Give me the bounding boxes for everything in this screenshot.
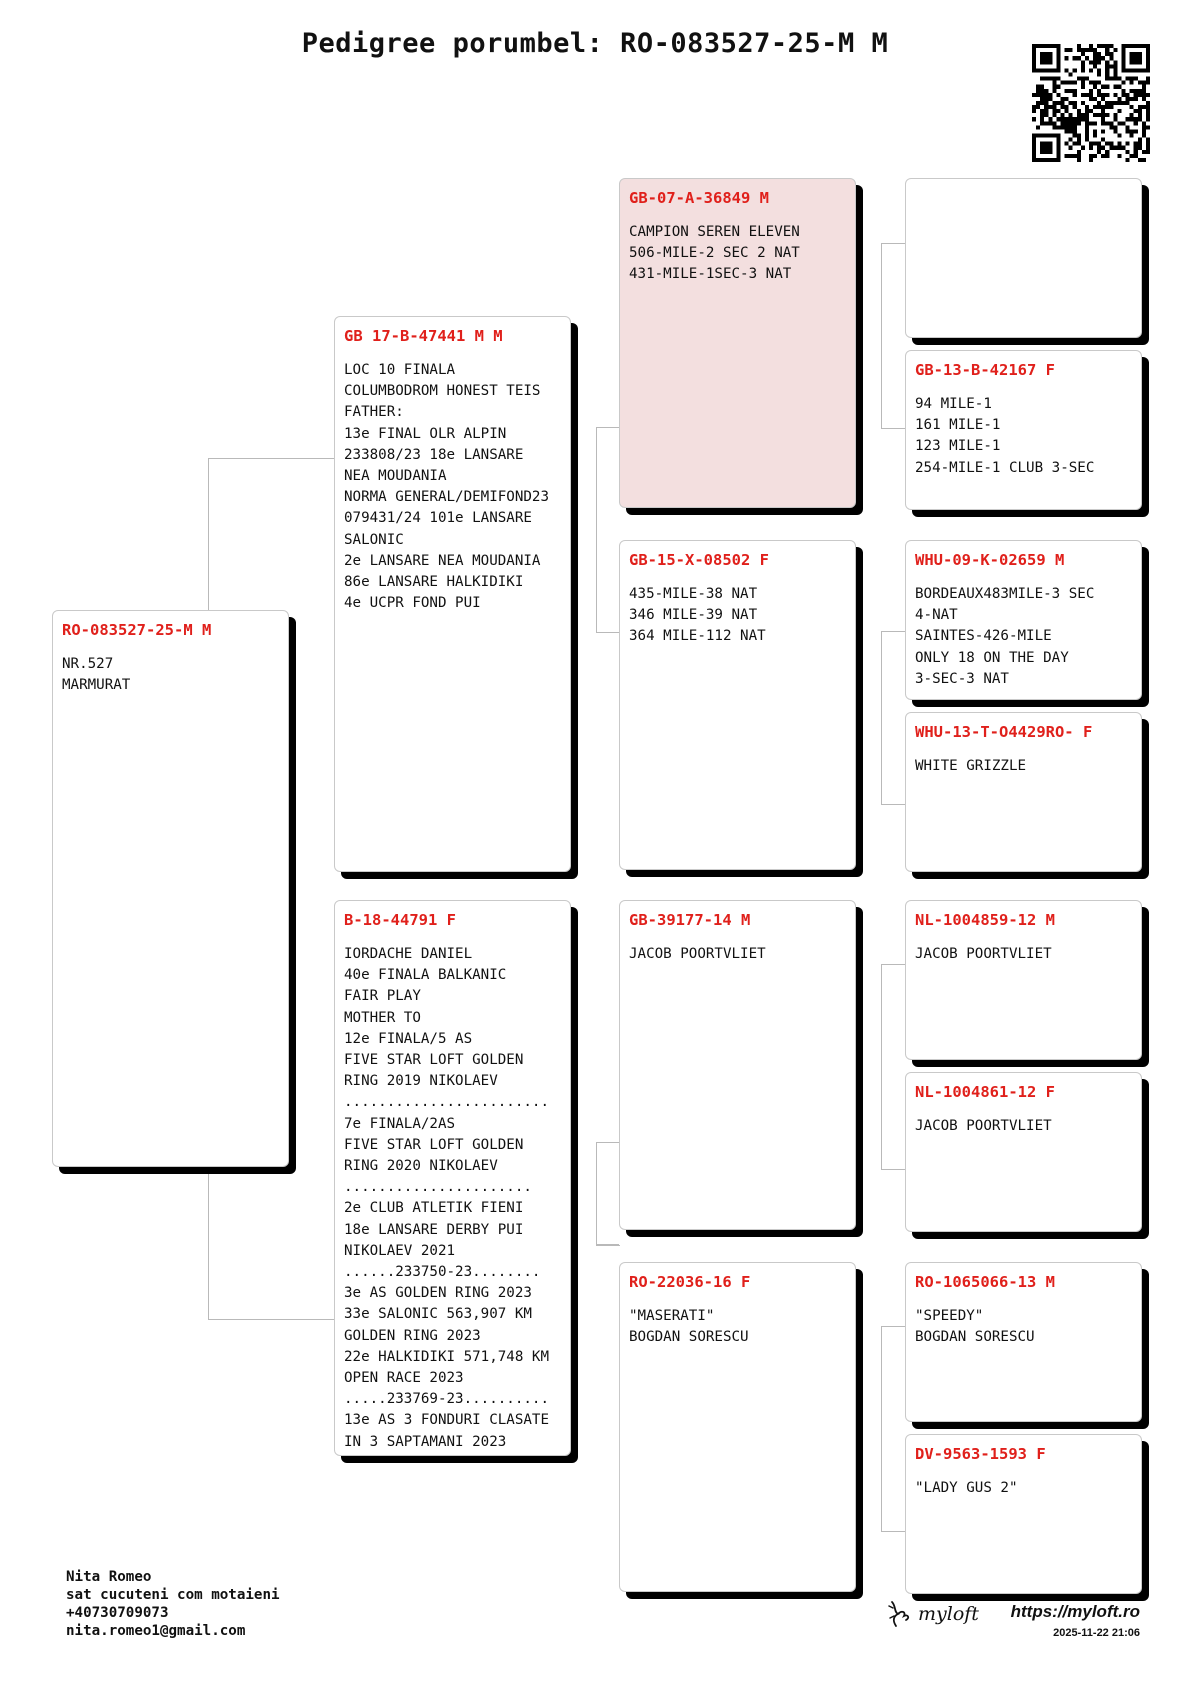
connector-sire: [596, 427, 620, 633]
note-line: 40e FINALA BALKANIC: [344, 967, 507, 984]
grandparent-card-1[interactable]: [619, 178, 856, 508]
great-grandparent-card-4[interactable]: [905, 712, 1142, 872]
note-line: OPEN RACE 2023: [344, 1370, 464, 1387]
card-notes: [915, 1116, 1132, 1137]
note-line: "SPEEDY": [915, 1308, 984, 1324]
great-grandparent-card-2[interactable]: [905, 350, 1142, 510]
note-line: CAMPION SEREN ELEVEN: [629, 224, 800, 240]
note-line: 3-SEC-3 NAT: [915, 670, 1009, 687]
great-grandparent-card-5[interactable]: [905, 900, 1142, 1060]
note-line: "LADY GUS 2": [915, 1480, 1018, 1496]
note-line: NORMA GENERAL/DEMIFOND23: [344, 489, 549, 506]
connector-dam-lower: [596, 1244, 619, 1245]
note-line: 254-MILE-1 CLUB 3-SEC: [915, 459, 1095, 476]
note-line: 079431/24 101e LANSARE: [344, 510, 532, 527]
great-grandparent-card-7[interactable]: [905, 1262, 1142, 1422]
card-notes: [915, 394, 1132, 479]
ring-number: NL-1004861-12 F: [915, 1083, 1055, 1101]
note-line: LOC 10 FINALA: [344, 362, 456, 378]
note-line: 2e LANSARE NEA MOUDANIA: [344, 552, 541, 569]
note-line: 2e CLUB ATLETIK FIENI: [344, 1200, 524, 1217]
owner-address: sat cucuteni com motaieni: [66, 1587, 280, 1603]
great-grandparent-card-8[interactable]: [905, 1434, 1142, 1594]
connector-gen3-1: [881, 631, 906, 805]
note-line: SAINTES-426-MILE: [915, 628, 1052, 645]
note-line: RING 2020 NIKOLAEV: [344, 1158, 498, 1175]
owner-info: [66, 1568, 280, 1640]
note-line: 7e FINALA/2AS: [344, 1115, 456, 1132]
card-notes: [344, 360, 561, 614]
brand-url[interactable]: https://myloft.ro: [1010, 1602, 1140, 1621]
card-notes: [629, 944, 846, 965]
note-line: ONLY 18 ON THE DAY: [915, 649, 1069, 666]
note-line: 86e LANSARE HALKIDIKI: [344, 574, 524, 591]
note-line: 123 MILE-1: [915, 438, 1001, 455]
great-grandparent-card-3[interactable]: [905, 540, 1142, 700]
note-line: 161 MILE-1: [915, 417, 1001, 434]
card-notes: [629, 222, 846, 286]
great-grandparent-card-1[interactable]: [905, 178, 1142, 338]
ring-number: GB-39177-14 M: [629, 911, 751, 929]
note-line: BOGDAN SORESCU: [629, 1329, 749, 1346]
note-line: "MASERATI": [629, 1308, 715, 1324]
note-line: ........................: [344, 1094, 549, 1111]
note-line: SALONIC: [344, 531, 404, 548]
card-notes: [915, 1306, 1132, 1348]
card-notes: [915, 1478, 1132, 1499]
subject-card[interactable]: [52, 610, 289, 1167]
ring-number: GB-07-A-36849 M: [629, 189, 769, 207]
note-line: 13e AS 3 FONDURI CLASATE: [344, 1412, 549, 1429]
note-line: 4e UCPR FOND PUI: [344, 595, 481, 612]
note-line: 506-MILE-2 SEC 2 NAT: [629, 245, 800, 262]
note-line: IN 3 SAPTAMANI 2023: [344, 1433, 507, 1450]
ring-number: RO-22036-16 F: [629, 1273, 751, 1291]
owner-name: Nita Romeo: [66, 1569, 152, 1585]
ring-number: RO-083527-25-M M: [62, 621, 212, 639]
ring-number: B-18-44791 F: [344, 911, 456, 929]
note-line: COLUMBODROM HONEST TEIS: [344, 383, 541, 400]
ring-number: GB-13-B-42167 F: [915, 361, 1055, 379]
note-line: JACOB POORTVLIET: [915, 946, 1052, 962]
note-line: 4-NAT: [915, 607, 958, 624]
note-line: NR.527: [62, 656, 114, 672]
note-line: ......233750-23........: [344, 1264, 541, 1281]
page-title: Pedigree porumbel: RO-083527-25-M M: [301, 28, 889, 59]
note-line: FATHER:: [344, 404, 404, 421]
note-line: NIKOLAEV 2021: [344, 1242, 456, 1259]
brand-logo-text: myloft: [918, 1603, 979, 1625]
note-line: IORDACHE DANIEL: [344, 946, 473, 962]
owner-email: nita.romeo1@gmail.com: [66, 1623, 246, 1639]
note-line: 364 MILE-112 NAT: [629, 628, 766, 645]
note-line: .....233769-23..........: [344, 1391, 549, 1408]
note-line: 233808/23 18e LANSARE: [344, 446, 524, 463]
card-notes: [629, 1306, 846, 1348]
ring-number: WHU-09-K-02659 M: [915, 551, 1065, 569]
card-notes: [62, 654, 279, 696]
note-line: GOLDEN RING 2023: [344, 1327, 481, 1344]
note-line: FIVE STAR LOFT GOLDEN: [344, 1052, 524, 1069]
note-line: 94 MILE-1: [915, 396, 992, 412]
great-grandparent-card-6[interactable]: [905, 1072, 1142, 1232]
note-line: 18e LANSARE DERBY PUI: [344, 1221, 524, 1238]
ring-number: GB-15-X-08502 F: [629, 551, 769, 569]
card-notes: [629, 584, 846, 648]
grandparent-card-2[interactable]: [619, 540, 856, 870]
note-line: 13e FINAL OLR ALPIN: [344, 425, 507, 442]
note-line: ......................: [344, 1179, 532, 1196]
ring-number: NL-1004859-12 M: [915, 911, 1055, 929]
note-line: 33e SALONIC 563,907 KM: [344, 1306, 532, 1323]
grandparent-card-4[interactable]: [619, 1262, 856, 1592]
note-line: WHITE GRIZZLE: [915, 758, 1027, 774]
note-line: 435-MILE-38 NAT: [629, 586, 758, 602]
note-line: 22e HALKIDIKI 571,748 KM: [344, 1348, 549, 1365]
card-notes: [915, 944, 1132, 965]
ring-number: WHU-13-T-O4429RO- F: [915, 723, 1093, 741]
note-line: MARMURAT: [62, 677, 131, 694]
dam-card[interactable]: [334, 900, 571, 1456]
note-line: BORDEAUX483MILE-3 SEC: [915, 586, 1095, 602]
note-line: NEA MOUDANIA: [344, 468, 447, 485]
note-line: RING 2019 NIKOLAEV: [344, 1073, 498, 1090]
note-line: FIVE STAR LOFT GOLDEN: [344, 1136, 524, 1153]
note-line: 3e AS GOLDEN RING 2023: [344, 1285, 532, 1302]
card-notes: [915, 756, 1132, 777]
connector-gen3-2: [881, 964, 906, 1170]
connector-gen3-0: [881, 243, 906, 429]
note-line: FAIR PLAY: [344, 988, 421, 1005]
note-line: 431-MILE-1SEC-3 NAT: [629, 266, 792, 283]
sire-card[interactable]: [334, 316, 571, 872]
card-notes: [915, 584, 1132, 690]
note-line: 346 MILE-39 NAT: [629, 607, 758, 624]
grandparent-card-3[interactable]: [619, 900, 856, 1230]
card-notes: [344, 944, 561, 1453]
ring-number: RO-1065066-13 M: [915, 1273, 1055, 1291]
ring-number: GB 17-B-47441 M M: [344, 327, 503, 345]
print-date: 2025-11-22 21:06: [1053, 1627, 1140, 1639]
note-line: JACOB POORTVLIET: [629, 946, 766, 962]
note-line: MOTHER TO: [344, 1009, 421, 1026]
owner-phone: +40730709073: [66, 1605, 169, 1621]
qr-code: [1032, 44, 1150, 162]
note-line: JACOB POORTVLIET: [915, 1118, 1052, 1134]
note-line: BOGDAN SORESCU: [915, 1329, 1035, 1346]
ring-number: DV-9563-1593 F: [915, 1445, 1046, 1463]
note-line: 12e FINALA/5 AS: [344, 1030, 473, 1047]
connector-gen3-3: [881, 1326, 906, 1532]
connector-dam: [596, 1142, 620, 1246]
